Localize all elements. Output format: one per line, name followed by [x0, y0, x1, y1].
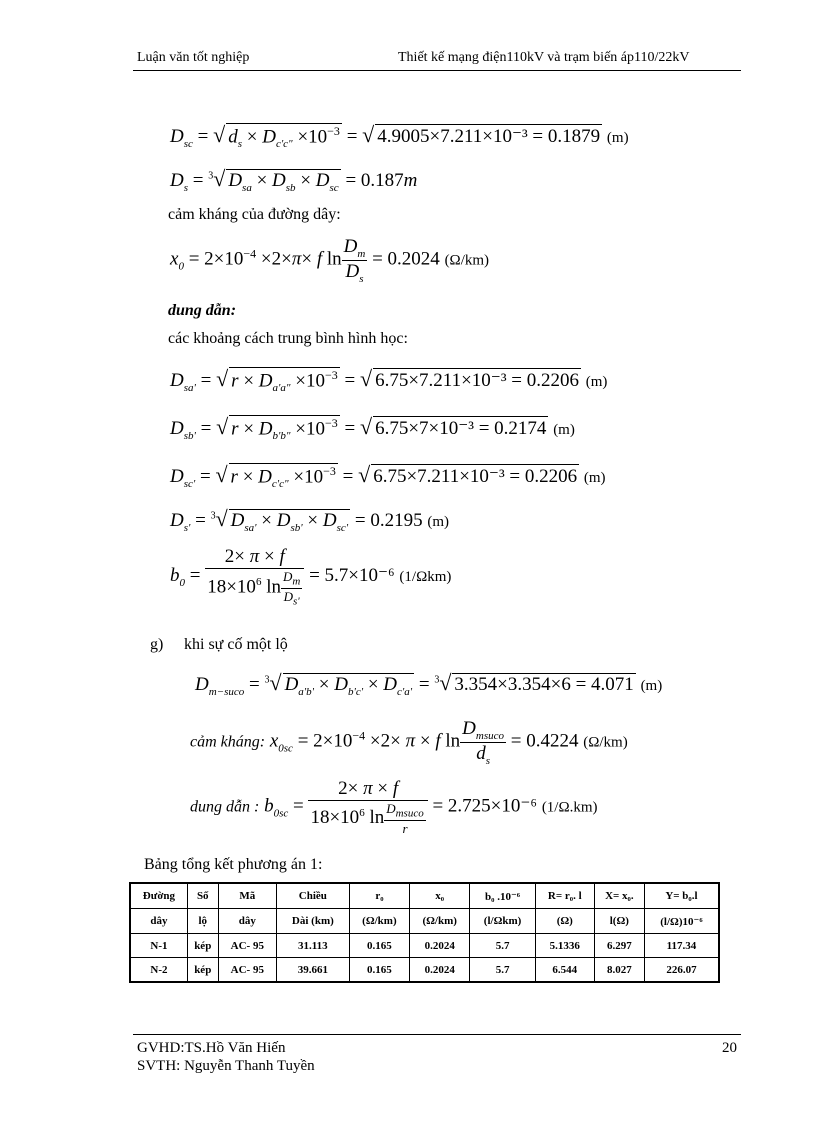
table-header-cell: R= r₀. l: [535, 883, 594, 909]
header-rule: [133, 70, 741, 71]
table-cell: 226.07: [644, 958, 719, 983]
table-cell: kép: [187, 958, 218, 983]
table-cell: 31.113: [276, 934, 349, 958]
dung-dan-sc-label: dung dẫn :: [190, 798, 260, 816]
table-header-cell: (l/Ωkm): [470, 909, 535, 934]
dsc-prime-value: 6.75×7.211×10⁻³ = 0.2206: [373, 466, 578, 487]
equation-dsb-prime: $D_{sb'}$ = √ $r \times D_{b'b"} \times 10^{-3}$ = √ 6.75×7×10⁻³ = 0.2174 (m): [170, 414, 575, 442]
table-header-cell: dây: [218, 909, 276, 934]
header-left: Luận văn tốt nghiệp: [137, 50, 250, 65]
table-header-cell: Chiều: [276, 883, 349, 909]
table-cell: 39.661: [276, 958, 349, 983]
summary-table: [129, 882, 720, 983]
table-cell: 6.544: [535, 958, 594, 983]
table-cell: 5.7: [470, 958, 535, 983]
table-header-cell: (Ω/km): [349, 909, 409, 934]
dsa-prime-value: 6.75×7.211×10⁻³ = 0.2206: [375, 370, 579, 391]
dung-dan-heading: dung dẫn:: [168, 302, 237, 319]
table-header-cell: (l/Ω)10⁻⁶: [644, 909, 719, 934]
section-g-label: g): [150, 636, 164, 653]
equation-x0sc: cảm kháng: $x_{0sc} = 2\times 10^{-4} \times 2\times \pi \times f$ ln $\frac{D_{msuco}}{d_s}$ = 0.4224 (Ω/km): [190, 718, 628, 767]
table-cell: 8.027: [594, 958, 644, 983]
b0-unit: (1/Ωkm): [399, 568, 452, 585]
table-header-cell: l(Ω): [594, 909, 644, 934]
equation-ds: $D_s = ^3√$ $D_{sa} \times D_{sb} \times D_{sc} = 0.187m$: [170, 166, 418, 194]
dsc-prime-unit: (m): [583, 470, 606, 486]
table-header-cell: x₀: [410, 883, 470, 909]
b0-value: = 5.7×10⁻⁶: [309, 564, 395, 586]
dsc-value: 4.9005×7.211×10⁻³ = 0.1879: [377, 126, 601, 147]
table-header-cell: dây: [130, 909, 187, 934]
equation-dsc: $D_{sc}$ = √ $d_s \times D_{c'c"} \times 10^{-3}$ = √ 4.9005×7.211×10⁻³ = 0.1879 (m): [170, 122, 629, 150]
equation-x0: $x_0 = 2\times 10^{-4} \times 2\times\pi\times f$ ln $\frac{D_m}{D_s}$ = 0.2024 (Ω/km): [170, 236, 490, 285]
table-header-cell: Đường: [130, 883, 187, 909]
ds-prime-value: = 0.2195: [354, 510, 423, 531]
table-header-cell: Số: [187, 883, 218, 909]
x0-value: = 0.2024: [372, 248, 440, 270]
table-header-cell: Dài (km): [276, 909, 349, 934]
table-header-cell: lộ: [187, 909, 218, 934]
table-cell: kép: [187, 934, 218, 958]
table-cell: 0.2024: [410, 958, 470, 983]
table-cell: 5.1336: [535, 934, 594, 958]
table-cell: N-1: [130, 934, 187, 958]
equation-ds-prime: $D_{s'} = ^3√$ $D_{sa'} \times D_{sb'} \times D_{sc'} = 0.2195$ (m): [170, 506, 449, 534]
table-header-cell: (Ω/km): [410, 909, 470, 934]
table-cell: 5.7: [470, 934, 535, 958]
equation-dm-suco: $D_{m-suco} = ^3√$ $D_{a'b'} \times D_{b'c'} \times D_{c'a'} = ^3√$ 3.354×3.354×6 = 4.071 (m): [195, 670, 663, 698]
table-cell: N-2: [130, 958, 187, 983]
x0sc-unit: (Ω/km): [583, 734, 628, 751]
footer-rule: [133, 1034, 741, 1035]
equation-dsc-prime: $D_{sc'}$ = √ $r \times D_{c'c"} \times 10^{-3}$ = √ 6.75×7.211×10⁻³ = 0.2206 (m): [170, 462, 606, 490]
ds-prime-unit: (m): [427, 514, 449, 530]
table-header-cell: X= x₀.: [594, 883, 644, 909]
x0sc-value: = 0.4224: [510, 730, 579, 752]
table-cell: 0.2024: [410, 934, 470, 958]
equation-dsa-prime: $D_{sa'}$ = √ $r \times D_{a'a"} \times 10^{-3}$ = √ 6.75×7.211×10⁻³ = 0.2206 (m): [170, 366, 608, 394]
table-row: [130, 934, 719, 958]
ds-value: = 0.187: [345, 170, 404, 191]
dsb-prime-unit: (m): [553, 422, 575, 438]
cam-khang-sc-label: cảm kháng:: [190, 733, 266, 751]
table-header-row: [130, 909, 719, 934]
table-cell: 117.34: [644, 934, 719, 958]
table-cell: 0.165: [349, 958, 409, 983]
dm-suco-value: 3.354×3.354×6 = 4.071: [454, 674, 634, 695]
table-cell: 6.297: [594, 934, 644, 958]
table-cell: AC- 95: [218, 934, 276, 958]
dm-suco-unit: (m): [640, 678, 663, 694]
ds-unit: m: [403, 170, 418, 191]
table-header-cell: Y= b₀.l: [644, 883, 719, 909]
table-header-row: [130, 883, 719, 909]
header-right: Thiết kế mạng điện110kV và trạm biến áp110/22kV: [398, 50, 690, 65]
equation-b0sc: dung dẫn : $b_{0sc}$ = 2× π × f $18\times 10^6$ ln $\frac{D_{msuco}}{r}$ = 2.725×10⁻⁶ (1/Ω.km): [190, 778, 598, 836]
table-header-cell: Mã: [218, 883, 276, 909]
table-cell: 0.165: [349, 934, 409, 958]
section-g-text: khi sự cố một lộ: [184, 636, 288, 653]
table-row: [130, 958, 719, 983]
b0sc-value: = 2.725×10⁻⁶: [432, 795, 538, 817]
equation-b0: $b_0$ = 2× π × f $18\times 10^6$ ln $\frac{D_m}{D_{s'}}$ = 5.7×10⁻⁶ (1/Ωkm): [170, 546, 452, 608]
page-number: 20: [722, 1040, 737, 1056]
dsb-prime-value: 6.75×7×10⁻³ = 0.2174: [375, 418, 547, 439]
table-header-cell: r₀: [349, 883, 409, 909]
dsc-unit: (m): [606, 130, 629, 146]
footer-svth: SVTH: Nguyễn Thanh Tuyền: [137, 1058, 315, 1074]
footer-gvhd: GVHD:TS.Hồ Văn Hiến: [137, 1040, 286, 1056]
table-cell: AC- 95: [218, 958, 276, 983]
cam-khang-label: cảm kháng của đường dây:: [168, 206, 341, 223]
table-caption: Bảng tổng kết phương án 1:: [144, 856, 323, 873]
khoang-cach-label: các khoảng cách trung bình hình học:: [168, 330, 408, 347]
table-header-cell: (Ω): [535, 909, 594, 934]
b0sc-unit: (1/Ω.km): [541, 799, 598, 816]
dsa-prime-unit: (m): [585, 374, 608, 390]
table-header-cell: b₀ .10⁻⁶: [470, 883, 535, 909]
x0-unit: (Ω/km): [444, 252, 490, 269]
